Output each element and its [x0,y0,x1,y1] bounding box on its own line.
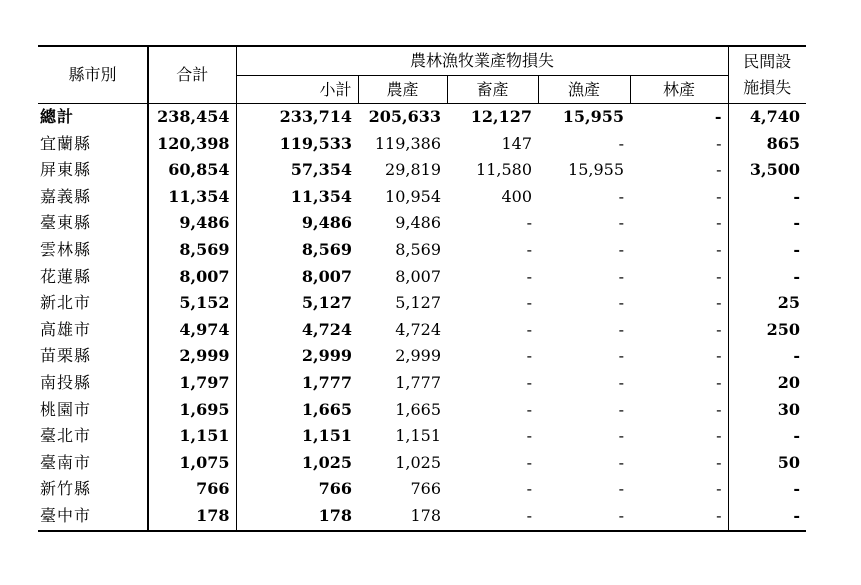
cell-forestry: - [630,476,728,503]
cell-forestry: - [630,370,728,397]
cell-private-loss: 20 [777,372,801,392]
cell-private-loss: 30 [777,399,801,419]
cell-subtotal: 2,999 [301,346,352,366]
cell-region: 雲林縣 [38,237,148,264]
cell-fishery: 15,955 [562,107,624,126]
cell-total: 8,569 [148,237,236,264]
cell-livestock: - [526,452,532,472]
cell-crops: 766 [410,479,441,499]
cell-subtotal: 1,151 [301,426,352,446]
cell-livestock: - [526,399,532,419]
cell-crops: 1,025 [395,452,441,472]
cell-crops: 119,386 [374,133,441,153]
header-subtotal: 小計 [236,76,358,104]
cell-subtotal: 4,724 [301,319,352,339]
table-row [38,131,806,158]
cell-private-loss: - [793,213,801,233]
header-total: 合計 [148,46,236,104]
cell-private-loss: 865 [766,133,801,153]
table-row [38,503,806,531]
cell-private-loss: 250 [766,319,801,339]
header-forestry: 林產 [630,76,728,104]
cell-crops: 5,127 [395,293,441,313]
cell-livestock: - [447,503,538,531]
cell-subtotal: 233,714 [279,107,352,126]
cell-fishery: - [618,346,624,366]
header-agri-group: 農林漁牧業產物損失 [236,46,728,76]
cell-private-loss: 3,500 [749,160,801,180]
total-row [38,104,806,131]
cell-crops: 1,777 [395,372,441,392]
cell-crops: 29,819 [385,160,441,180]
cell-forestry: - [630,290,728,317]
cell-total: 11,354 [148,184,236,211]
table-row [38,343,806,370]
cell-crops: 2,999 [395,346,441,366]
cell-subtotal: 1,665 [301,399,352,419]
table-body [38,104,806,531]
cell-crops: 9,486 [395,213,441,233]
cell-forestry: - [630,450,728,477]
cell-total: 1,695 [148,397,236,424]
cell-forestry: - [630,343,728,370]
cell-fishery: - [618,319,624,339]
cell-forestry: - [630,157,728,184]
cell-forestry: - [630,264,728,291]
cell-total: 60,854 [148,157,236,184]
cell-private-loss: - [793,426,801,446]
cell-region: 南投縣 [38,370,148,397]
cell-livestock: - [526,426,532,446]
cell-region: 臺中市 [38,503,148,531]
cell-forestry: - [630,210,728,237]
cell-region: 花蓮縣 [38,264,148,291]
table-header [38,46,806,104]
table-row [38,370,806,397]
cell-total: 238,454 [148,104,236,131]
cell-crops: 8,569 [395,239,441,259]
cell-private-loss: 25 [777,293,801,313]
cell-region: 屏東縣 [38,157,148,184]
cell-fishery: - [618,133,624,153]
cell-private-loss: - [793,346,801,366]
cell-forestry: - [630,397,728,424]
header-private-line1: 民間設 [743,52,792,71]
cell-fishery: - [618,479,624,499]
cell-private-loss: 50 [777,452,801,472]
cell-fishery: - [618,239,624,259]
cell-livestock: - [526,372,532,392]
cell-fishery: - [618,372,624,392]
cell-forestry: - [630,131,728,158]
cell-subtotal: 8,569 [301,239,352,259]
cell-crops: 4,724 [395,319,441,339]
cell-fishery: - [618,426,624,446]
cell-subtotal: 57,354 [290,160,352,180]
table-row [38,397,806,424]
cell-fishery: - [618,399,624,419]
cell-subtotal: 11,354 [290,186,352,206]
cell-crops: 205,633 [368,107,441,126]
cell-crops: 10,954 [385,186,441,206]
cell-total: 5,152 [148,290,236,317]
cell-total: 1,797 [148,370,236,397]
table-row [38,210,806,237]
header-fishery: 漁產 [538,76,630,104]
cell-private-loss: - [793,186,801,206]
cell-livestock: 12,127 [470,107,532,126]
cell-subtotal: 1,025 [301,452,352,472]
cell-region: 總計 [38,104,148,131]
cell-crops: 1,665 [395,399,441,419]
cell-livestock: - [526,239,532,259]
cell-total: 1,151 [148,423,236,450]
loss-table [38,45,806,532]
cell-crops: 1,151 [395,426,441,446]
cell-fishery: 15,955 [568,160,624,180]
cell-forestry: - [630,503,728,531]
cell-subtotal: 5,127 [301,293,352,313]
cell-subtotal: 9,486 [301,213,352,233]
table-row [38,290,806,317]
header-private-line2: 施損失 [743,78,792,97]
cell-total: 766 [148,476,236,503]
cell-livestock: - [526,293,532,313]
table-row [38,476,806,503]
cell-total: 9,486 [148,210,236,237]
cell-crops: 8,007 [395,266,441,286]
cell-region: 苗栗縣 [38,343,148,370]
cell-subtotal: 8,007 [301,266,352,286]
cell-total: 4,974 [148,317,236,344]
cell-private-loss: - [793,239,801,259]
cell-total: 2,999 [148,343,236,370]
cell-region: 新竹縣 [38,476,148,503]
header-private-loss [728,46,806,104]
cell-private-loss: 4,740 [749,107,801,126]
cell-livestock: - [526,346,532,366]
cell-total: 8,007 [148,264,236,291]
table-row [38,237,806,264]
cell-subtotal: 119,533 [279,133,352,153]
cell-fishery: - [538,503,630,531]
cell-private-loss: - [793,266,801,286]
cell-fishery: - [618,213,624,233]
cell-livestock: 147 [501,133,532,153]
cell-subtotal: 178 [236,503,358,531]
cell-private-loss: - [728,503,806,531]
table-row [38,450,806,477]
header-livestock: 畜產 [447,76,538,104]
cell-private-loss: - [793,479,801,499]
cell-forestry: - [630,104,728,131]
cell-livestock: 11,580 [476,160,532,180]
cell-livestock: - [526,319,532,339]
cell-region: 桃園市 [38,397,148,424]
cell-fishery: - [618,186,624,206]
cell-crops: 178 [358,503,447,531]
table-row [38,157,806,184]
cell-region: 臺南市 [38,450,148,477]
header-region: 縣市別 [38,46,148,104]
cell-region: 新北市 [38,290,148,317]
table-row [38,317,806,344]
cell-total: 1,075 [148,450,236,477]
cell-forestry: - [630,317,728,344]
cell-total: 120,398 [148,131,236,158]
cell-region: 臺東縣 [38,210,148,237]
cell-livestock: - [526,213,532,233]
cell-forestry: - [630,237,728,264]
table-row [38,423,806,450]
cell-fishery: - [618,266,624,286]
table-row [38,264,806,291]
cell-subtotal: 766 [318,479,352,499]
table-row [38,184,806,211]
cell-region: 嘉義縣 [38,184,148,211]
cell-fishery: - [618,293,624,313]
cell-fishery: - [618,452,624,472]
cell-region: 臺北市 [38,423,148,450]
cell-forestry: - [630,184,728,211]
cell-total: 178 [148,503,236,531]
cell-region: 高雄市 [38,317,148,344]
header-crops: 農產 [358,76,447,104]
cell-livestock: - [526,266,532,286]
cell-livestock: 400 [501,186,532,206]
cell-forestry: - [630,423,728,450]
cell-livestock: - [526,479,532,499]
cell-region: 宜蘭縣 [38,131,148,158]
cell-subtotal: 1,777 [301,372,352,392]
